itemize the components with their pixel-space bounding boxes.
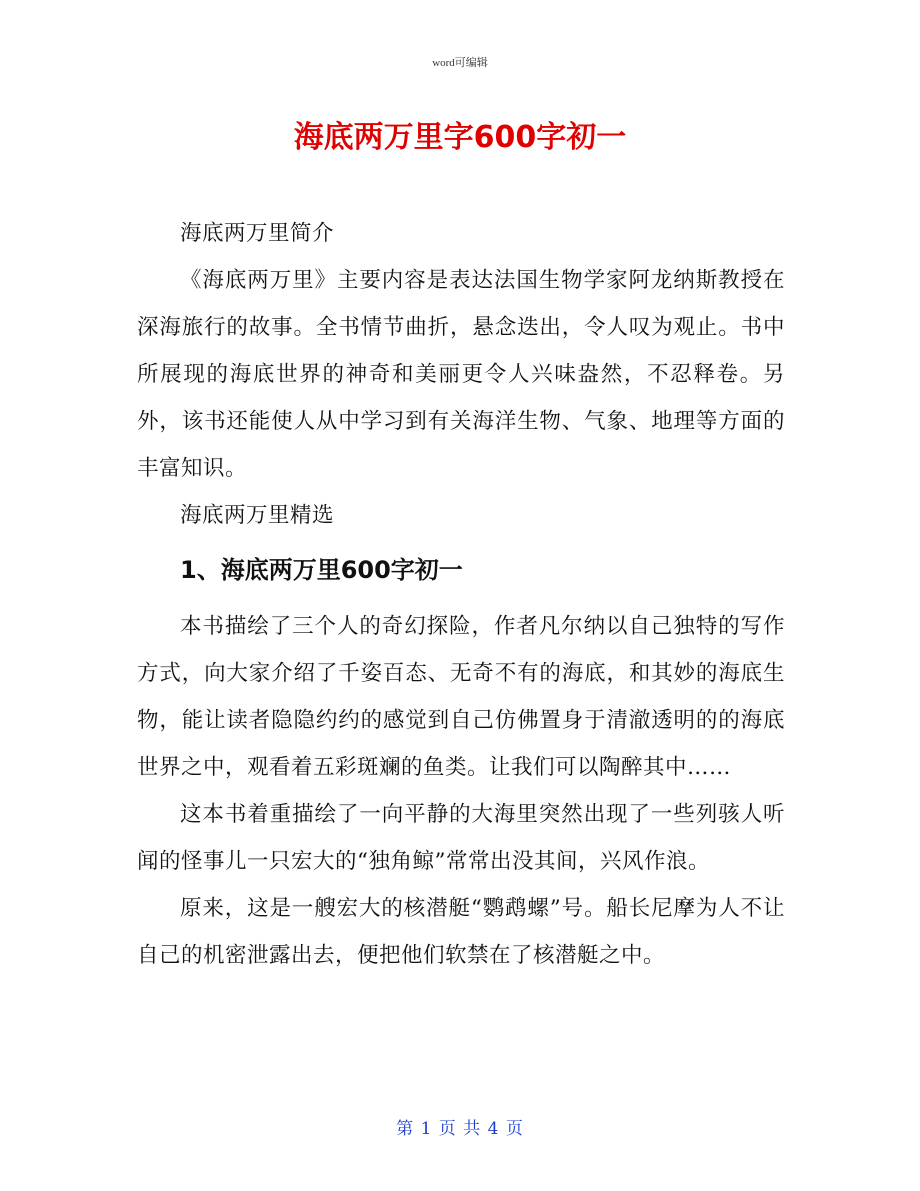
- document-body: [137, 210, 785, 979]
- header-note: word可编辑: [432, 57, 488, 69]
- section-title: 1、海底两万里600字初一: [180, 556, 463, 584]
- document-title: 海底两万里字600字初一: [293, 120, 627, 155]
- page-footer: 第 1 页 共 4 页: [396, 1119, 524, 1139]
- body-paragraph: 本书描绘了三个人的奇幻探险，作者凡尔纳以自己独特的写作方式，向大家介绍了千姿百态、无奇不有的海底，和其妙的海底生物，能让读者隐隐约约的感觉到自己仿佛置身于清澈透明的的海底世界之中，观看着五彩斑斓的鱼类。让我们可以陶醉其中……: [137, 614, 785, 780]
- selection-heading-paragraph: 海底两万里精选: [180, 503, 335, 528]
- intro-paragraph: 《海底两万里》主要内容是表达法国生物学家阿龙纳斯教授在深海旅行的故事。全书情节曲折，悬念迭出，令人叹为观止。书中所展现的海底世界的神奇和美丽更令人兴味盎然，不忍释卷。另外，该书还能使人从中学习到有关海洋生物、气象、地理等方面的丰富知识。: [137, 268, 785, 481]
- intro-heading-paragraph: 海底两万里简介: [180, 221, 335, 246]
- body-paragraph: 这本书着重描绘了一向平静的大海里突然出现了一些列骇人听闻的怪事儿一只宏大的“独角鲸”常常出没其间，兴风作浪。: [137, 802, 785, 874]
- body-paragraph: 原来，这是一艘宏大的核潜艇“鹦鹉螺”号。船长尼摩为人不让自己的机密泄露出去，便把他们软禁在了核潜艇之中。: [137, 896, 785, 968]
